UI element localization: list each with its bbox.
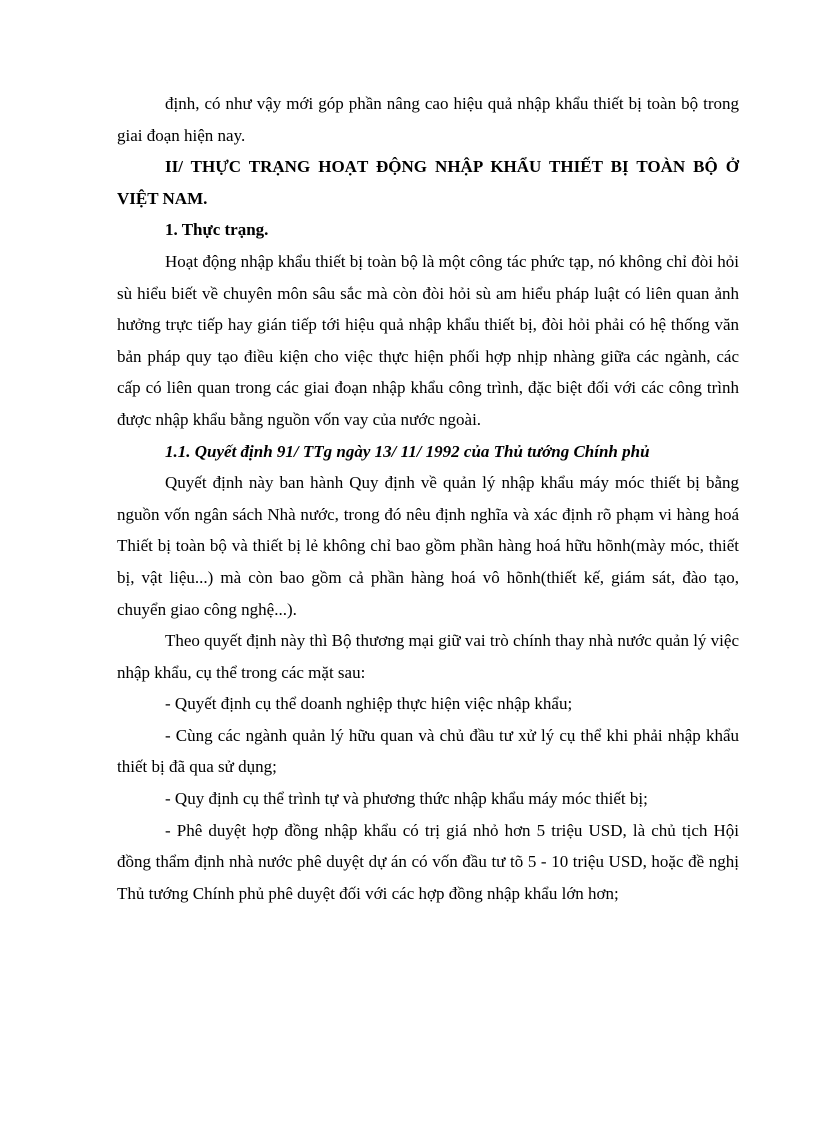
- paragraph-1: Hoạt động nhập khẩu thiết bị toàn bộ là một công tác phức tạp, nó không chỉ đòi hỏi sù hiểu biết về chuyên môn sâu sắc mà còn đòi hỏi sù am hiểu pháp luật có liên quan ảnh hưởng trực tiếp hay gián tiếp tới hiệu quả nhập khẩu thiết bị, đòi hỏi phải có hệ thống văn bản pháp quy tạo điều kiện cho việc thực hiện phối hợp nhịp nhàng giữa các ngành, các cấp có liên quan trong các giai đoạn nhập khẩu công trình, đặc biệt đối với các công trình được nhập khẩu bằng nguồn vốn vay của nước ngoài.: [117, 251, 739, 429]
- bullet-item: - Phê duyệt hợp đồng nhập khẩu có trị giá nhỏ hơn 5 triệu USD, là chủ tịch Hội đồng thẩm định nhà nước phê duyệt dự án có vốn đầu tư tõ 5 - 10 triệu USD, hoặc đề nghị Thủ tướng Chính phủ phê duyệt đối với các hợp đồng nhập khẩu lớn hơn;: [117, 820, 739, 903]
- paragraph-3: Theo quyết định này thì Bộ thương mại giữ vai trò chính thay nhà nước quản lý việc nhập khẩu, cụ thể trong các mặt sau:: [117, 631, 739, 682]
- sub-subsection-heading: 1.1. Quyết định 91/ TTg ngày 13/ 11/ 1992 của Thủ tướng Chính phủ: [165, 441, 650, 461]
- subsection-heading: 1. Thực trạng.: [165, 220, 269, 240]
- section-heading: II/ THỰC TRẠNG HOẠT ĐỘNG NHẬP KHẨU THIẾT BỊ TOÀN BỘ Ở VIỆT NAM.: [117, 157, 739, 208]
- paragraph-2: Quyết định này ban hành Quy định về quản lý nhập khẩu máy móc thiết bị bằng nguồn vốn ngân sách Nhà nước, trong đó nêu định nghĩa và xác định rõ phạm vi hàng hoá Thiết bị toàn bộ và thiết bị lẻ không chỉ bao gồm phần hàng hoá hữu hõnh(mày móc, thiết bị, vật liệu...) mà còn bao gồm cả phần hàng hoá vô hõnh(thiết kế, giám sát, đào tạo, chuyển giao công nghệ...).: [117, 473, 739, 619]
- bullet-item: - Quy định cụ thể trình tự và phương thức nhập khẩu máy móc thiết bị;: [165, 789, 648, 809]
- bullet-item: - Quyết định cụ thể doanh nghiệp thực hiện việc nhập khẩu;: [165, 694, 573, 714]
- document-page: [117, 88, 739, 909]
- intro-paragraph: định, có như vậy mới góp phần nâng cao hiệu quả nhập khẩu thiết bị toàn bộ trong giai đoạn hiện nay.: [117, 94, 739, 145]
- bullet-item: - Cùng các ngành quản lý hữu quan và chủ đầu tư xử lý cụ thể khi phải nhập khẩu thiết bị đã qua sử dụng;: [117, 725, 739, 777]
